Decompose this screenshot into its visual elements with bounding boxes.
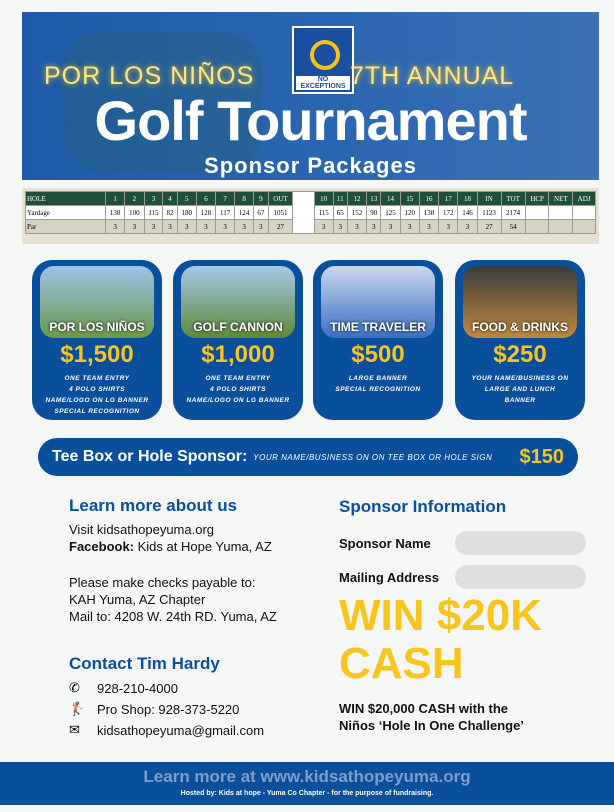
package-benefit: 4 POLO SHIRTS: [210, 386, 266, 393]
win-cash-headline: WIN $20K CASH: [339, 591, 542, 688]
scorecard-cell: 3: [177, 220, 196, 234]
footer-hosted: Hosted by: Kids at hope - Yuma Co Chapter - for the purpose of fundraising.: [180, 790, 434, 797]
package-benefit: SPECIAL RECOGNITION: [335, 386, 421, 393]
scorecard-cell: 3: [106, 220, 125, 234]
scorecard-cell: 3: [125, 220, 144, 234]
tee-desc: YOUR NAME/BUSINESS ON ON TEE BOX OR HOLE SIGN: [253, 452, 493, 462]
package-card: [32, 260, 162, 420]
package-benefit: 4 POLO SHIRTS: [69, 386, 125, 393]
scorecard-cell: 15: [400, 192, 419, 206]
checks-text: Please make checks payable to:: [69, 575, 256, 590]
scorecard-cell: 2174: [501, 206, 525, 220]
scorecard-cell: 3: [419, 220, 438, 234]
scorecard-cell: 3: [144, 220, 163, 234]
scorecard-cell: 128: [196, 206, 215, 220]
package-photo: [463, 266, 577, 338]
phone[interactable]: 928-210-4000: [97, 681, 178, 696]
tee-box-sponsor-banner: [38, 438, 578, 476]
scorecard-cell: 124: [235, 206, 254, 220]
package-photo: [181, 266, 295, 338]
por-los-ninos-tag: POR LOS NIÑOS: [44, 62, 255, 90]
kids-at-hope-logo: NO EXCEPTIONS: [292, 26, 354, 94]
scorecard-cell: 180: [177, 206, 196, 220]
scorecard-cell: 138: [419, 206, 438, 220]
sponsor-heading: Sponsor Information: [339, 497, 507, 516]
scorecard-cell: ADJ: [573, 192, 596, 206]
scorecard: [22, 188, 599, 244]
footer: [0, 762, 614, 805]
scorecard-cell: 3: [400, 220, 419, 234]
scorecard-cell: 9: [254, 192, 268, 206]
package-benefit: NAME/LOGO ON LG BANNER: [45, 397, 149, 404]
sponsor-name-label: Sponsor Name: [339, 536, 431, 551]
scorecard-cell: [525, 206, 549, 220]
mailing-address-label: Mailing Address: [339, 570, 439, 585]
scorecard-cell: 27: [268, 220, 293, 234]
scorecard-cell: 27: [477, 220, 501, 234]
scorecard-cell: 120: [400, 206, 419, 220]
scorecard-cell: 115: [314, 206, 333, 220]
scorecard-cell: TOT: [501, 192, 525, 206]
scorecard-cell: 17: [439, 192, 458, 206]
scorecard-cell: 11: [333, 192, 347, 206]
contact-heading: Contact Tim Hardy: [69, 654, 220, 673]
facebook-value[interactable]: Kids at Hope Yuma, AZ: [134, 539, 272, 554]
scorecard-cell: IN: [477, 192, 501, 206]
scorecard-cell: HOLE: [26, 192, 106, 206]
package-name: TIME TRAVELER: [330, 320, 426, 334]
phone-icon: ✆: [69, 680, 80, 695]
scorecard-cell: [525, 220, 549, 234]
pro-shop[interactable]: Pro Shop: 928-373-5220: [97, 702, 240, 717]
package-price: $250: [493, 341, 547, 368]
scorecard-row-holes: [26, 192, 596, 206]
package-card: [173, 260, 303, 420]
chapter-text: KAH Yuma, AZ Chapter: [69, 592, 206, 607]
scorecard-cell: 7: [216, 192, 235, 206]
package-name: GOLF CANNON: [193, 320, 283, 334]
package-benefit: BANNER: [504, 397, 536, 404]
scorecard-cell: [549, 206, 573, 220]
scorecard-cell: 12: [347, 192, 366, 206]
scorecard-cell: 100: [125, 206, 144, 220]
annual-tag: 7TH ANNUAL: [350, 62, 515, 90]
initial-cell: INITIAL: [293, 192, 314, 234]
package-benefit: LARGE BANNER: [348, 375, 408, 382]
page-title: Golf Tournament: [94, 89, 527, 152]
scorecard-cell: 3: [439, 220, 458, 234]
scorecard-cell: 3: [347, 220, 366, 234]
header-banner: [22, 12, 599, 180]
scorecard-cell: 3: [367, 220, 381, 234]
scorecard-cell: 1123: [477, 206, 501, 220]
package-price: $1,000: [201, 341, 275, 368]
facebook-label: Facebook:: [69, 539, 135, 554]
package-card: [455, 260, 585, 420]
scorecard-cell: 4: [163, 192, 177, 206]
scorecard-cell: 13: [367, 192, 381, 206]
scorecard-cell: HCP: [525, 192, 549, 206]
email[interactable]: kidsathopeyuma@gmail.com: [97, 723, 265, 738]
package-price: $500: [351, 341, 405, 368]
learn-heading: Learn more about us: [69, 496, 238, 515]
scorecard-cell: 152: [347, 206, 366, 220]
win-desc-1: WIN $20,000 CASH with the: [339, 701, 509, 716]
package-price: $1,500: [60, 341, 134, 368]
scorecard-cell: 172: [439, 206, 458, 220]
scorecard-cell: [573, 220, 596, 234]
scorecard-cell: 67: [254, 206, 268, 220]
scorecard-cell: 3: [381, 220, 400, 234]
package-name: POR LOS NIÑOS: [49, 320, 145, 334]
scorecard-cell: 65: [333, 206, 347, 220]
scorecard-cell: 54: [501, 220, 525, 234]
scorecard-cell: 10: [314, 192, 333, 206]
scorecard-cell: 3: [333, 220, 347, 234]
scorecard-cell: 82: [163, 206, 177, 220]
scorecard-cell: 3: [235, 220, 254, 234]
package-name: FOOD & DRINKS: [472, 320, 568, 334]
package-benefit: ONE TEAM ENTRY: [64, 375, 130, 382]
scorecard-cell: 8: [235, 192, 254, 206]
scorecard-cell: 117: [216, 206, 235, 220]
scorecard-cell: 3: [196, 220, 215, 234]
scorecard-cell: Yardage: [26, 206, 106, 220]
win-desc-2: Niños ‘Hole In One Challenge’: [339, 718, 524, 733]
scorecard-cell: 115: [144, 206, 163, 220]
footer-learn-more[interactable]: Learn more at www.kidsathopeyuma.org: [143, 767, 471, 786]
sponsor-name-field[interactable]: [455, 531, 586, 555]
scorecard-cell: 6: [196, 192, 215, 206]
email-icon: ✉: [69, 722, 80, 737]
scorecard-cell: 1051: [268, 206, 293, 220]
package-photo: [40, 266, 154, 338]
package-benefit: ONE TEAM ENTRY: [205, 375, 271, 382]
scorecard-cell: 3: [216, 220, 235, 234]
scorecard-cell: 5: [177, 192, 196, 206]
tee-title: Tee Box or Hole Sponsor:: [52, 448, 248, 465]
scorecard-cell: 2: [125, 192, 144, 206]
scorecard-cell: Par: [26, 220, 106, 234]
scorecard-cell: 3: [144, 192, 163, 206]
scorecard-cell: OUT: [268, 192, 293, 206]
page-subtitle: Sponsor Packages: [204, 153, 417, 178]
scorecard-cell: 18: [458, 192, 477, 206]
scorecard-cell: 146: [458, 206, 477, 220]
scorecard-cell: 125: [381, 206, 400, 220]
package-photo: [321, 266, 435, 338]
scorecard-cell: 3: [163, 220, 177, 234]
visit-link[interactable]: Visit kidsathopeyuma.org: [69, 522, 215, 537]
scorecard-cell: 3: [254, 220, 268, 234]
scorecard-cell: 3: [314, 220, 333, 234]
scorecard-cell: 90: [367, 206, 381, 220]
tee-price: $150: [519, 445, 564, 468]
package-benefit: YOUR NAME/BUSINESS ON: [471, 375, 569, 382]
scorecard-cell: 3: [458, 220, 477, 234]
package-benefit: LARGE AND LUNCH: [484, 386, 556, 393]
scorecard-cell: 16: [419, 192, 438, 206]
scorecard-cell: [573, 206, 596, 220]
scorecard-cell: 1: [106, 192, 125, 206]
scorecard-cell: 138: [106, 206, 125, 220]
scorecard-cell: 14: [381, 192, 400, 206]
package-benefit: SPECIAL RECOGNITION: [54, 408, 140, 415]
mailing-address-field[interactable]: [455, 565, 586, 589]
scorecard-cell: NET: [549, 192, 573, 206]
mail-text: Mail to: 4208 W. 24th RD. Yuma, AZ: [69, 609, 277, 624]
golfer-icon: 🏌: [69, 701, 86, 716]
package-benefit: NAME/LOGO ON LG BANNER: [186, 397, 290, 404]
scorecard-cell: [549, 220, 573, 234]
package-card: [313, 260, 443, 420]
